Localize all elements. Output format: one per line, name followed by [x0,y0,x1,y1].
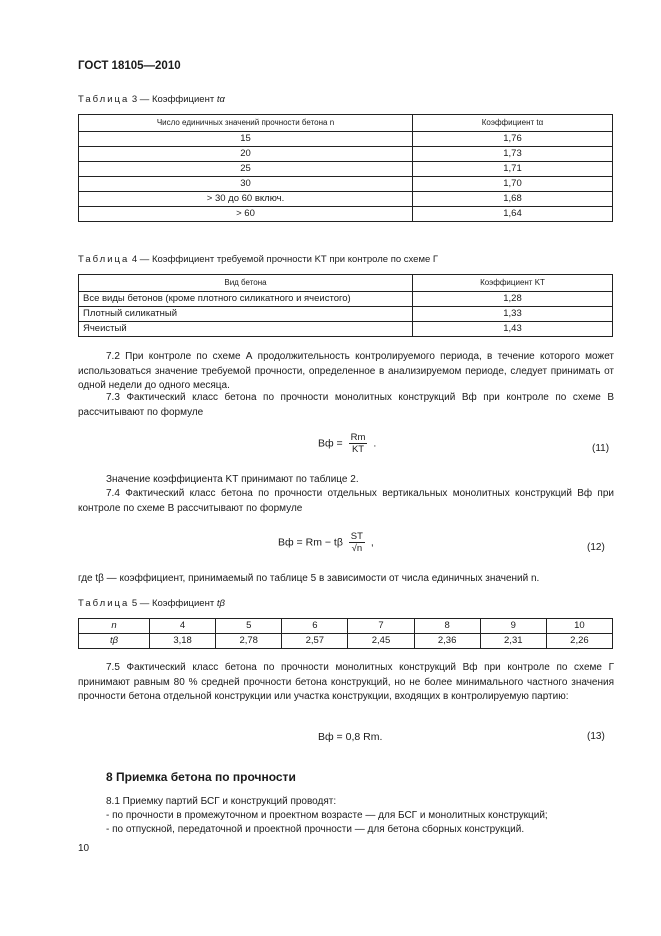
table-row [79,322,613,337]
fraction [349,531,365,554]
denominator: √n [351,543,363,554]
fraction [349,432,368,455]
table-cell: > 30 до 60 включ. [79,192,413,207]
equation-number-11: (11) [592,443,610,454]
section-8-title: 8 Приемка бетона по прочности [106,770,296,784]
list-item: - по прочности в промежуточном и проектном возрасте — для БСГ и монолитных конструкций; [106,810,548,821]
table-row [79,619,613,634]
numerator: Rm [350,432,366,443]
table-row [79,132,613,147]
table-cell [79,619,150,634]
table4-caption [78,254,438,265]
table-cell: 4 [150,619,216,634]
table-cell: 2,31 [480,634,546,649]
table-cell: 3,18 [150,634,216,649]
denominator: KТ [351,444,365,455]
table-cell: Ячеистый [79,322,413,337]
table-cell: 1,28 [413,292,613,307]
table-cell: 2,45 [348,634,414,649]
table-cell: 30 [79,177,413,192]
table-cell: 2,57 [282,634,348,649]
paragraph-kt: Значение коэффициента KТ принимают по таблице 2. [106,474,359,485]
table3 [78,114,613,222]
paragraph-where: где tβ — коэффициент, принимаемый по таблице 5 в зависимости от числа единичных значений n. [78,573,540,584]
paragraph-7-2: 7.2 При контроле по схеме А продолжительность контролируемого периода, в течение которого может использоваться значение требуемой прочности, определенное в анализируемом периоде, следует принимать от одной недели до одного месяца. [78,351,614,391]
formula-tail: . [373,437,377,450]
caption-text: 5 — Коэффициент [129,598,217,609]
table-cell: 2,78 [216,634,282,649]
table-cell: 9 [480,619,546,634]
caption-word: Таблица [78,254,130,265]
table-cell: 1,33 [413,307,613,322]
list-item: - по отпускной, передаточной и проектной прочности — для бетона сборных конструкций. [106,824,525,835]
table4-header-coef: Коэффициент KТ [413,275,613,292]
table5-caption [78,598,225,609]
table-cell: 2,26 [546,634,612,649]
caption-word: Таблица [78,94,130,105]
table-cell: 8 [414,619,480,634]
table-cell: Все виды бетонов (кроме плотного силикатного и ячеистого) [79,292,413,307]
numerator: SТ [350,531,363,542]
table4-header-kind: Вид бетона [79,275,413,292]
table-cell: 6 [282,619,348,634]
table5 [78,618,613,649]
document-header: ГОСТ 18105—2010 [78,60,181,72]
equation-number-12: (12) [587,542,605,553]
equation-number-13: (13) [587,731,605,742]
caption-symbol: tβ [216,598,225,609]
table3-header-coef: Коэффициент tα [413,115,613,132]
table-cell: 7 [348,619,414,634]
table-row [79,292,613,307]
symbol-t-beta: tβ [109,635,119,646]
table-cell: 10 [546,619,612,634]
paragraph-7-4: 7.4 Фактический класс бетона по прочности отдельных вертикальных монолитных конструкций Bф при контроле по схеме В рассчитывают по формуле [78,488,614,514]
table-row [79,147,613,162]
formula-tail: , [370,536,374,549]
table-row [79,177,613,192]
table-row [79,207,613,222]
caption-word: Таблица [78,598,130,609]
paragraph-7-3: 7.3 Фактический класс бетона по прочности монолитных конструкций Bф при контроле по схеме В рассчитывают по формуле [78,392,614,418]
table-row [79,307,613,322]
table-cell: 1,76 [413,132,613,147]
formula-lhs: Bф = Rm − tβ [278,536,343,549]
table-row [79,192,613,207]
table3-caption [78,94,225,105]
table-row [79,634,613,649]
formula-13: Bф = 0,8 Rm. [318,731,383,743]
table-cell: > 60 [79,207,413,222]
table-cell: 20 [79,147,413,162]
caption-text: 4 — Коэффициент требуемой прочности KТ при контроле по схеме Г [129,254,439,265]
table-cell: 1,70 [413,177,613,192]
table-cell: 1,73 [413,147,613,162]
table-row [79,162,613,177]
paragraph-7-5: 7.5 Фактический класс бетона по прочности монолитных конструкций Bф при контроле по схеме Г принимают равным 80 % средней прочности бетона конструкций, но не более минимального частного значения прочности бетона отдельной конструкции или участка конструкции, входящих в контролируемую партию: [78,662,614,702]
table-cell: 15 [79,132,413,147]
table-cell: 1,64 [413,207,613,222]
table4 [78,274,613,337]
page-number: 10 [78,843,90,854]
table3-header-n: Число единичных значений прочности бетона n [79,115,413,132]
table-cell: 2,36 [414,634,480,649]
paragraph-8-1: 8.1 Приемку партий БСГ и конструкций проводят: [106,796,337,807]
formula-lhs: Bф = [318,437,343,450]
table-cell: 1,43 [413,322,613,337]
caption-symbol: tα [216,94,225,105]
symbol-n: n [111,620,117,631]
table-cell: Плотный силикатный [79,307,413,322]
table-cell [79,634,150,649]
table-cell: 1,71 [413,162,613,177]
table-cell: 25 [79,162,413,177]
formula-12 [278,531,374,554]
table-cell: 1,68 [413,192,613,207]
caption-text: 3 — Коэффициент [129,94,217,105]
formula-11 [318,432,376,455]
table-cell: 5 [216,619,282,634]
